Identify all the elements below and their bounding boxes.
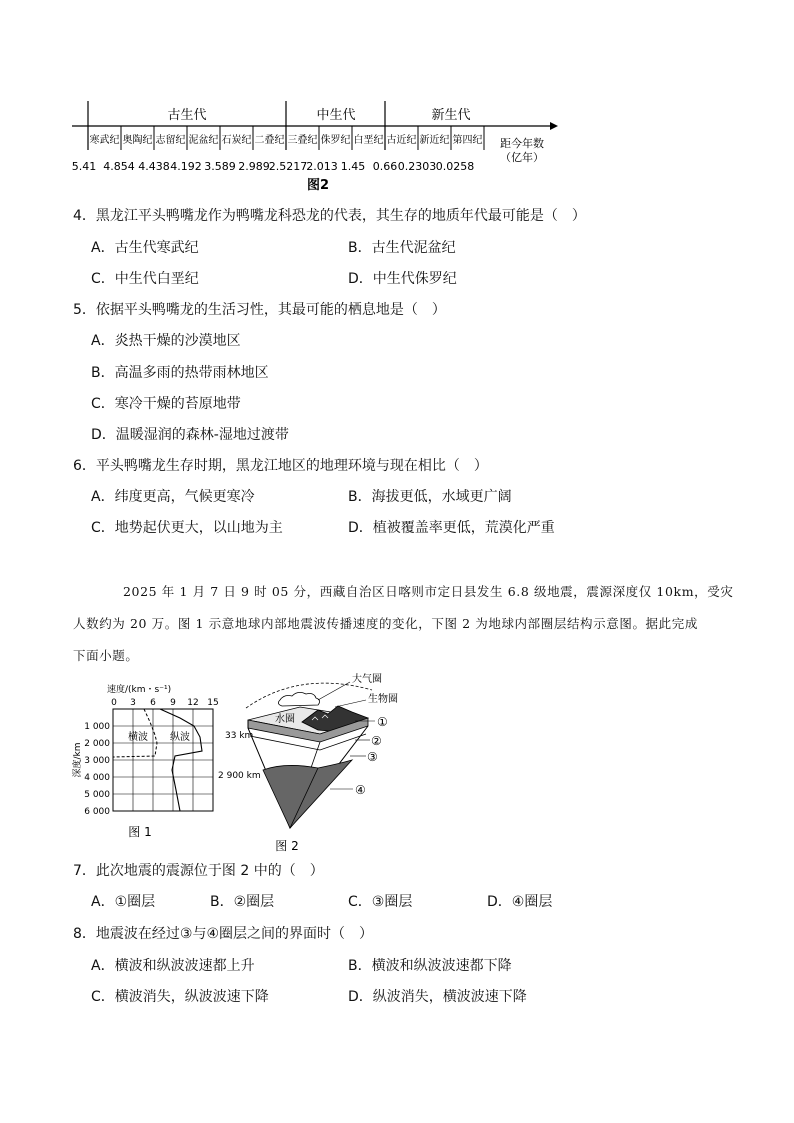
question-8-option-b[interactable]: B．横波和纵波波速都下降 [348,958,512,974]
period-label: 侏罗纪 [320,135,351,146]
fig1-xtick: 12 [187,698,199,708]
depth-33km-label: 33 km [225,731,254,741]
period-label: 石炭纪 [221,135,252,146]
timeline-value: 2.5217 [268,160,308,173]
timeline-value: 2.989 [238,160,270,173]
period-label: 泥盆纪 [188,135,219,146]
axis-label-unit: （亿年） [500,151,544,164]
question-7-stem: 7．此次地震的震源位于图 2 中的（ ） [73,863,324,879]
fig1-ytick: 2 000 [84,739,110,749]
fig1-ytick: 6 000 [84,807,110,817]
fig1-caption: 图 1 [128,825,152,839]
fig1-xtick: 0 [111,698,117,708]
cloud-icon [278,692,319,706]
question-8-option-a[interactable]: A．横波和纵波波速都上升 [91,958,255,974]
depth-2900km-label: 2 900 km [218,771,261,781]
fig1-xtick: 3 [130,698,136,708]
fig1-xtick: 9 [170,698,176,708]
axis-label-years: 距今年数 [500,137,544,150]
era-label: 中生代 [316,108,356,123]
hydrosphere-label: 水圈 [275,714,295,725]
fig1-title: 速度/(km・s⁻¹) [107,685,172,695]
passage-line-3: 下面小题。 [73,648,139,663]
marker-2: ② [371,734,382,748]
question-4-option-c[interactable]: C．中生代白垩纪 [91,271,199,287]
question-4-option-d[interactable]: D．中生代侏罗纪 [348,271,457,287]
timeline-value: 0.0258 [435,160,475,173]
core-region [263,760,352,828]
fig1-ytick: 1 000 [84,722,110,732]
question-4-option-a[interactable]: A．古生代寒武纪 [91,240,199,256]
period-label: 寒武纪 [89,135,120,146]
question-7-option-a[interactable]: A．①圈层 [91,894,156,910]
timeline-value: 5.41 [71,160,97,173]
era-label: 古生代 [167,108,207,123]
fig1-xtick: 6 [150,698,156,708]
question-6-stem: 6．平头鸭嘴龙生存时期，黑龙江地区的地理环境与现在相比（ ） [73,458,488,474]
question-5-option-c[interactable]: C．寒冷干燥的苔原地带 [91,396,241,412]
question-5-option-b[interactable]: B．高温多雨的热带雨林地区 [91,365,269,381]
geologic-timeline-figure [0,95,794,195]
period-label: 志留纪 [155,135,186,146]
passage-line-1: 2025 年 1 月 7 日 9 时 05 分，西藏自治区日喀则市定日县发生 6.8 级地震，震源深度仅 10km，受灾 [123,584,734,599]
period-label: 三叠纪 [287,135,318,146]
period-label: 白垩纪 [353,135,384,146]
question-5-option-a[interactable]: A．炎热干燥的沙漠地区 [91,333,241,349]
timeline-value: 4.854 [103,160,135,173]
fig1-ytick: 3 000 [84,756,110,766]
period-label: 二叠纪 [254,135,285,146]
p-wave-label: 纵波 [170,732,190,743]
atmosphere-label: 大气圈 [352,674,382,685]
fig2-caption: 图 2 [275,839,299,853]
question-7-option-b[interactable]: B．②圈层 [210,894,275,910]
timeline-value: 2.013 [306,160,338,173]
question-8-stem: 8．地震波在经过③与④圈层之间的界面时（ ） [73,926,374,942]
question-6-option-d[interactable]: D．植被覆盖率更低，荒漠化严重 [348,520,555,536]
timeline-value: 4.438 [138,160,170,173]
era-label: 新生代 [431,108,471,123]
figure-caption: 图2 [306,178,330,193]
timeline-value: 0.66 [372,160,398,173]
s-wave-label: 横波 [128,732,148,743]
passage-line-2: 人数约为 20 万。图 1 示意地球内部地震波传播速度的变化，下图 2 为地球内部圈层结构示意图。据此完成 [73,616,698,631]
question-4-stem: 4．黑龙江平头鸭嘴龙作为鸭嘴龙科恐龙的代表，其生存的地质年代最可能是（ ） [73,208,586,224]
question-6-option-a[interactable]: A．纬度更高，气候更寒冷 [91,489,255,505]
question-8-option-c[interactable]: C．横波消失，纵波波速下降 [91,989,269,1005]
marker-1: ① [377,715,388,729]
fig1-xtick: 15 [207,698,219,708]
question-7-option-d[interactable]: D．④圈层 [487,894,553,910]
question-8-option-d[interactable]: D．纵波消失，横波波速下降 [348,989,527,1005]
fig1-ylabel: 深度/km [73,742,83,778]
period-label: 第四纪 [452,135,483,146]
period-label: 古近纪 [386,135,417,146]
timeline-value: 4.192 [170,160,202,173]
fig1-ytick: 4 000 [84,773,110,783]
timeline-arrow [550,122,558,130]
question-5-option-d[interactable]: D．温暖湿润的森林-湿地过渡带 [91,427,289,443]
period-label: 奥陶纪 [122,135,153,146]
question-6-option-b[interactable]: B．海拔更低，水域更广阔 [348,489,512,505]
biosphere-label: 生物圈 [368,694,398,705]
question-4-option-b[interactable]: B．古生代泥盆纪 [348,240,456,256]
question-6-option-c[interactable]: C．地势起伏更大，以山地为主 [91,520,283,536]
timeline-value: 0.2303 [397,160,437,173]
timeline-value: 1.45 [340,160,366,173]
question-5-stem: 5．依据平头鸭嘴龙的生活习性，其最可能的栖息地是（ ） [73,302,446,318]
earth-layers-figure [215,670,405,855]
marker-4: ④ [355,783,366,797]
question-7-option-c[interactable]: C．③圈层 [348,894,413,910]
period-label: 新近纪 [419,135,450,146]
marker-3: ③ [367,750,378,764]
fig1-ytick: 5 000 [84,790,110,800]
timeline-value: 3.589 [204,160,236,173]
